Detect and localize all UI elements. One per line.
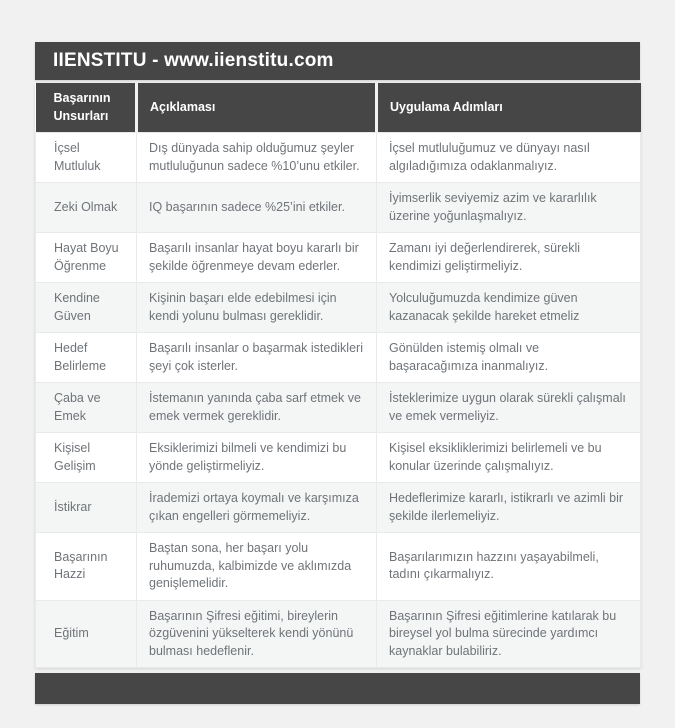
cell-uygulama: Kişisel eksikliklerimizi belirlemeli ve bu konular üzerinde çalışmalıyız. [377,433,641,483]
cell-aciklama: Başarılı insanlar hayat boyu kararlı bir şekilde öğrenmeye devam ederler. [137,233,377,283]
cell-aciklama: Başarılı insanlar o başarmak istedikleri şeyi çok isterler. [137,333,377,383]
table-body [36,133,641,668]
cell-unsur: İstikrar [36,483,137,533]
cell-aciklama: İstemanın yanında çaba sarf etmek ve emek vermek gereklidir. [137,383,377,433]
cell-unsur: Kendine Güven [36,283,137,333]
cell-uygulama: Yolculuğumuzda kendimize güven kazanacak şekilde hareket etmeliz [377,283,641,333]
site-title: IIENSTITU - www.iienstitu.com [53,50,334,71]
cell-aciklama: İrademizi ortaya koymalı ve karşımıza çıkan engelleri görmemeliyiz. [137,483,377,533]
cell-aciklama: Başarının Şifresi eğitimi, bireylerin özgüvenini yükselterek kendi yönünü bulması hedeflenir. [137,600,377,668]
cell-aciklama: Eksiklerimizi bilmeli ve kendimizi bu yönde geliştirmeliyiz. [137,433,377,483]
table-row [36,433,641,483]
table-row [36,383,641,433]
table-row [36,133,641,183]
column-header-uygulama: Uygulama Adımları [377,83,641,133]
table-row [36,600,641,668]
cell-aciklama: Baştan sona, her başarı yolu ruhumuzda, kalbimizde ve aklımızda genişlemelidir. [137,533,377,601]
success-factors-card [35,42,640,704]
cell-aciklama: Kişinin başarı elde edebilmesi için kendi yolunu bulması gereklidir. [137,283,377,333]
table-row [36,233,641,283]
table-footer-bar [35,673,640,704]
cell-unsur: İçsel Mutluluk [36,133,137,183]
cell-uygulama: İsteklerimize uygun olarak sürekli çalışmalı ve emek vermeliyiz. [377,383,641,433]
table-row [36,283,641,333]
column-header-unsurlar: Başarının Unsurları [36,83,137,133]
cell-unsur: Hayat Boyu Öğrenme [36,233,137,283]
cell-uygulama: İyimserlik seviyemiz azim ve kararlılık üzerine yoğunlaşmalıyız. [377,183,641,233]
table-row [36,183,641,233]
table-row [36,533,641,601]
cell-uygulama: Hedeflerimize kararlı, istikrarlı ve azimli bir şekilde ilerlemeliyiz. [377,483,641,533]
table-header [36,83,641,133]
header-row [36,83,641,133]
table-title-bar [35,42,640,80]
cell-unsur: Kişisel Gelişim [36,433,137,483]
cell-uygulama: Başarılarımızın hazzını yaşayabilmeli, tadını çıkarmalıyız. [377,533,641,601]
cell-unsur: Çaba ve Emek [36,383,137,433]
cell-uygulama: Zamanı iyi değerlendirerek, sürekli kendimizi geliştirmeliyiz. [377,233,641,283]
cell-aciklama: IQ başarının sadece %25’ini etkiler. [137,183,377,233]
table-row [36,333,641,383]
column-header-aciklama: Açıklaması [137,83,377,133]
table-row [36,483,641,533]
cell-unsur: Başarının Hazzi [36,533,137,601]
cell-uygulama: Gönülden istemiş olmalı ve başaracağımıza inanmalıyız. [377,333,641,383]
cell-unsur: Eğitim [36,600,137,668]
cell-unsur: Zeki Olmak [36,183,137,233]
cell-aciklama: Dış dünyada sahip olduğumuz şeyler mutluluğunun sadece %10’unu etkiler. [137,133,377,183]
cell-unsur: Hedef Belirleme [36,333,137,383]
cell-uygulama: Başarının Şifresi eğitimlerine katılarak bu bireysel yol bulma sürecinde yardımcı kaynaklar bulabiliriz. [377,600,641,668]
cell-uygulama: İçsel mutluluğumuz ve dünyayı nasıl algıladığımıza odaklanmalıyız. [377,133,641,183]
success-factors-table [35,83,641,668]
